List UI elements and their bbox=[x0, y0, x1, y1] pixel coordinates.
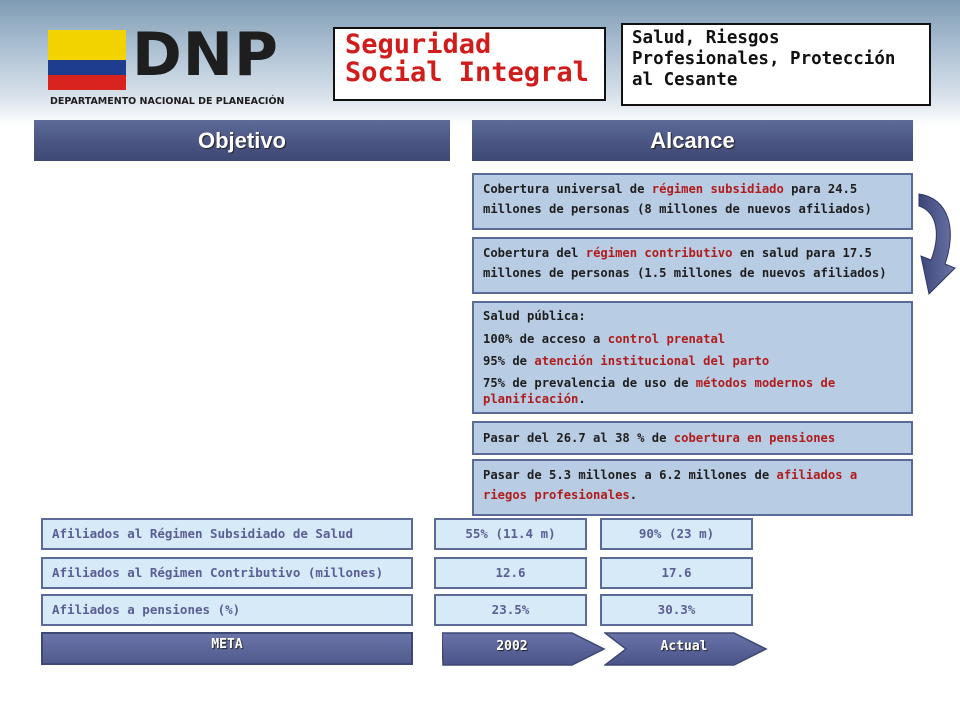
alcance-header: Alcance bbox=[472, 120, 913, 161]
row-actual-contributivo: 17.6 bbox=[600, 557, 753, 589]
objetivo-header: Objetivo bbox=[34, 120, 450, 161]
alcance-item-riesgos: Pasar de 5.3 millones a 6.2 millones de afiliados a riegos profesionales. bbox=[472, 459, 913, 516]
salud-publica-line-2: 95% de atención institucional del parto bbox=[483, 354, 770, 368]
dnp-logo bbox=[48, 20, 298, 110]
row-label-pensiones: Afiliados a pensiones (%) bbox=[41, 594, 413, 626]
row-label-contributivo: Afiliados al Régimen Contributivo (millones) bbox=[41, 557, 413, 589]
curved-arrow-icon bbox=[915, 190, 960, 300]
alcance-item-pensiones: Pasar del 26.7 al 38 % de cobertura en pensiones bbox=[472, 421, 913, 455]
row-label-subsidiado: Afiliados al Régimen Subsidiado de Salud bbox=[41, 518, 413, 550]
meta-bar: META bbox=[41, 632, 413, 665]
col-actual-label: Actual bbox=[660, 639, 708, 654]
page-title: Seguridad Social Integral bbox=[333, 27, 606, 101]
row-actual-pensiones: 30.3% bbox=[600, 594, 753, 626]
logo-subtitle: DEPARTAMENTO NACIONAL DE PLANEACIÓN bbox=[50, 96, 285, 107]
salud-publica-heading: Salud pública: bbox=[483, 309, 586, 323]
alcance-item-contributivo: Cobertura del régimen contributivo en salud para 17.5 millones de personas (1.5 millones de nuevos afiliados) bbox=[472, 237, 913, 294]
alcance-item-salud-publica bbox=[472, 301, 913, 414]
salud-publica-line-1: 100% de acceso a control prenatal bbox=[483, 332, 726, 346]
alcance-item-subsidiado: Cobertura universal de régimen subsidiado para 24.5 millones de personas (8 millones de nuevos afiliados) bbox=[472, 173, 913, 230]
logo-letters: DNP bbox=[132, 20, 279, 90]
row-actual-subsidiado: 90% (23 m) bbox=[600, 518, 753, 550]
row-2002-pensiones: 23.5% bbox=[434, 594, 587, 626]
row-2002-contributivo: 12.6 bbox=[434, 557, 587, 589]
salud-publica-line-3: 75% de prevalencia de uso de métodos modernos de planificación. bbox=[483, 376, 836, 406]
page-subtitle: Salud, Riesgos Profesionales, Protección al Cesante bbox=[621, 23, 931, 106]
col-2002-label: 2002 bbox=[496, 639, 528, 654]
colombia-flag-icon bbox=[48, 30, 126, 90]
row-2002-subsidiado: 55% (11.4 m) bbox=[434, 518, 587, 550]
